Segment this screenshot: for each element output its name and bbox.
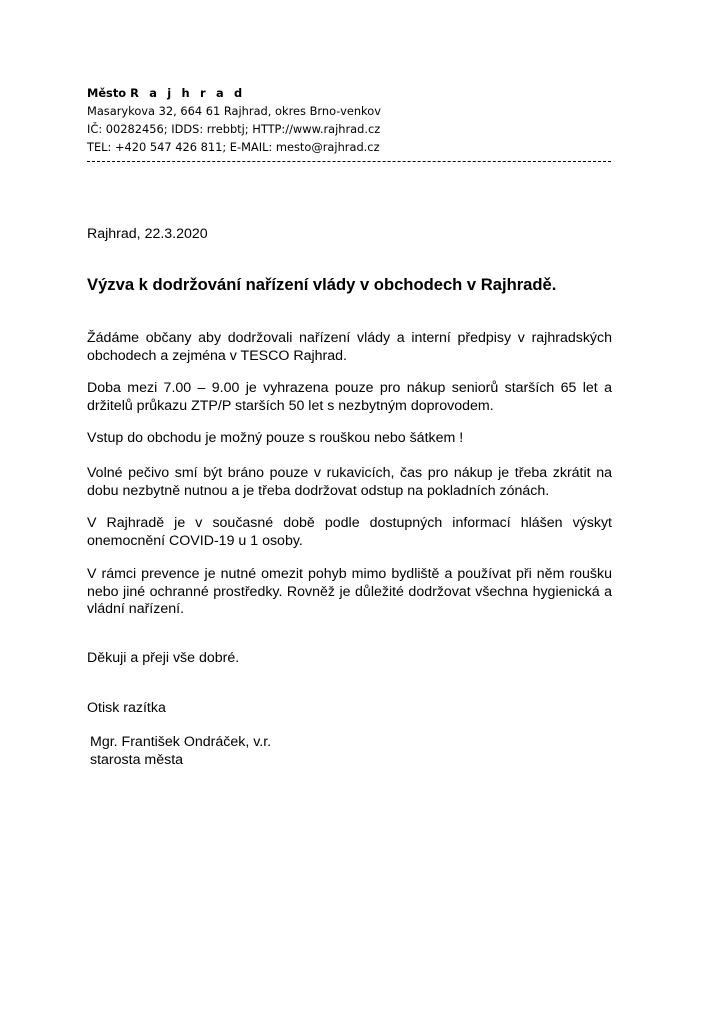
paragraph: Volné pečivo smí být bráno pouze v rukavicích, čas pro nákup je třeba zkrátit na dobu nezbytně nutnou a je třeba dodržovat odstup na pokladních zónách. bbox=[87, 465, 612, 499]
letterhead-address: Masarykova 32, 664 61 Rajhrad, okres Brno-venkov bbox=[87, 104, 381, 118]
letter-heading: Výzva k dodržování nařízení vlády v obchodech v Rajhradě. bbox=[87, 275, 557, 294]
letterhead-divider bbox=[87, 161, 611, 162]
letterhead bbox=[87, 84, 615, 156]
paragraph: V rámci prevence je nutné omezit pohyb mimo bydliště a používat při něm roušku nebo jiné ochranné prostředky. Rovněž je důležité dodržovat všechna hygienická a vládní nařízení. bbox=[87, 566, 612, 617]
municipality-name bbox=[87, 84, 615, 102]
letter-date: Rajhrad, 22.3.2020 bbox=[87, 226, 208, 242]
signature-block bbox=[90, 734, 271, 769]
municipality-name-prefix: Město bbox=[87, 86, 127, 100]
letterhead-ids: IČ: 00282456; IDDS: rrebbtj; HTTP://www.rajhrad.cz bbox=[87, 122, 381, 136]
municipality-name-spaced: R a j h r a d bbox=[130, 86, 246, 100]
stamp-note: Otisk razítka bbox=[87, 700, 166, 716]
signatory-title: starosta města bbox=[90, 751, 184, 768]
paragraph: Doba mezi 7.00 – 9.00 je vyhrazena pouze pro nákup seniorů starších 65 let a držitelů průkazu ZTP/P starších 50 let s nezbytným doprovodem. bbox=[87, 380, 612, 414]
paragraph: Vstup do obchodu je možný pouze s rouškou nebo šátkem ! bbox=[87, 430, 464, 446]
letter-closing: Děkuji a přeji vše dobré. bbox=[87, 650, 240, 666]
signatory-name: Mgr. František Ondráček, v.r. bbox=[90, 734, 272, 750]
paragraph: V Rajhradě je v současné době podle dostupných informací hlášen výskyt onemocnění COVID-19 u 1 osoby. bbox=[87, 515, 612, 549]
letterhead-contact: TEL: +420 547 426 811; E-MAIL: mesto@rajhrad.cz bbox=[87, 140, 380, 154]
paragraph: Žádáme občany aby dodržovali nařízení vlády a interní předpisy v rajhradských obchodech a zejména v TESCO Rajhrad. bbox=[87, 330, 612, 364]
